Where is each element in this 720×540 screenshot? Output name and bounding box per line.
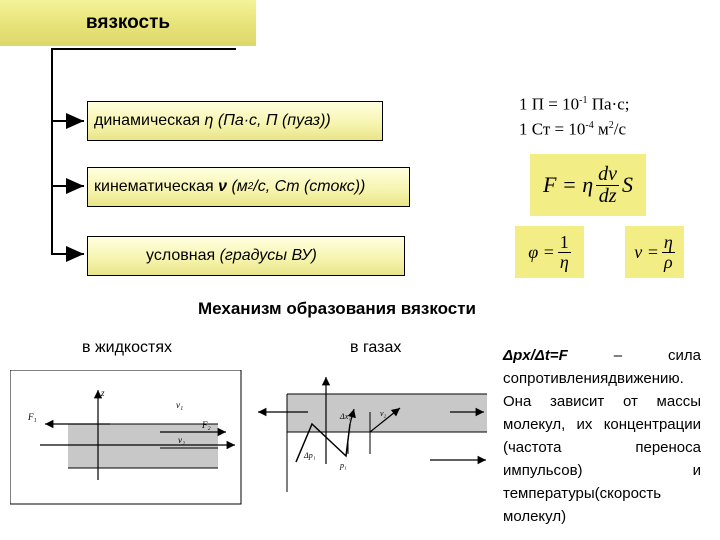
liquid-v2: v₂ — [178, 435, 186, 445]
gas-v2: v₂ — [380, 409, 387, 418]
dynamic-units: (Па·с, П (пуаз)) — [217, 112, 331, 129]
gas-dx: Δx₁ — [340, 412, 352, 421]
kinematic-viscosity-box — [87, 167, 410, 207]
conditional-units: (градусы ВУ) — [219, 247, 317, 264]
description-text: – сила сопротивлениядвижению. Она зависит от массы молекул, их концентрации (частота переноса импульсов) и температуры(скорость молекул) — [503, 347, 701, 525]
dynamic-name: динамическая — [94, 112, 201, 129]
gas-diagram — [250, 372, 490, 492]
gas-layer — [287, 394, 487, 432]
dynamic-viscosity-box — [87, 101, 383, 141]
phi-den: η — [559, 251, 569, 272]
units-note-line2: 1 Ст = $10^{-4}$ $м^2/с$ — [519, 119, 627, 139]
phi-num: 1 — [559, 231, 569, 252]
mechanism-title: Механизм образования вязкости — [198, 299, 477, 318]
gases-label: в газах — [350, 339, 402, 356]
units-note-line1: 1 $П = 10^{-1}$ Па·с; — [519, 94, 630, 114]
units-note — [519, 90, 629, 139]
nu-lhs: ν = — [634, 241, 659, 262]
liquids-label: в жидкостях — [82, 339, 172, 356]
description — [503, 344, 701, 528]
newton-lhs: F = η — [542, 172, 594, 197]
gas-dp: Δp₁ — [304, 451, 316, 460]
nu-den: ρ — [663, 251, 673, 272]
dynamic-symbol: η — [204, 112, 214, 129]
description-formula: Δpx/Δt=F — [503, 347, 568, 364]
newton-num: dv — [598, 162, 618, 185]
kinematic-symbol: ν — [218, 178, 227, 195]
kinematic-units-pre: (м — [231, 178, 248, 195]
nu-num: η — [663, 231, 673, 252]
newton-rhs: S — [622, 172, 634, 197]
liquid-v1: v₁ — [176, 400, 184, 410]
newton-den: dz — [598, 184, 617, 207]
kinematic-units-sup: 2 — [247, 181, 254, 192]
liquid-f1: F₁ — [28, 412, 37, 422]
kinematic-formula — [625, 226, 684, 278]
kinematic-units-post: /с, Ст (стокс)) — [253, 178, 366, 195]
fluidity-formula — [515, 226, 584, 278]
conditional-name: условная — [146, 247, 216, 264]
title-text: вязкость — [85, 12, 171, 33]
newton-formula — [530, 154, 646, 216]
liquid-axis-z: z — [101, 388, 105, 398]
kinematic-name: кинематическая — [94, 178, 214, 195]
liquid-layer — [68, 424, 218, 468]
liquid-f2: F₂ — [202, 420, 211, 430]
gas-p: p₁ — [340, 461, 347, 470]
conditional-viscosity-box — [87, 236, 405, 276]
liquid-diagram — [10, 370, 242, 505]
phi-lhs: φ = — [528, 241, 555, 262]
